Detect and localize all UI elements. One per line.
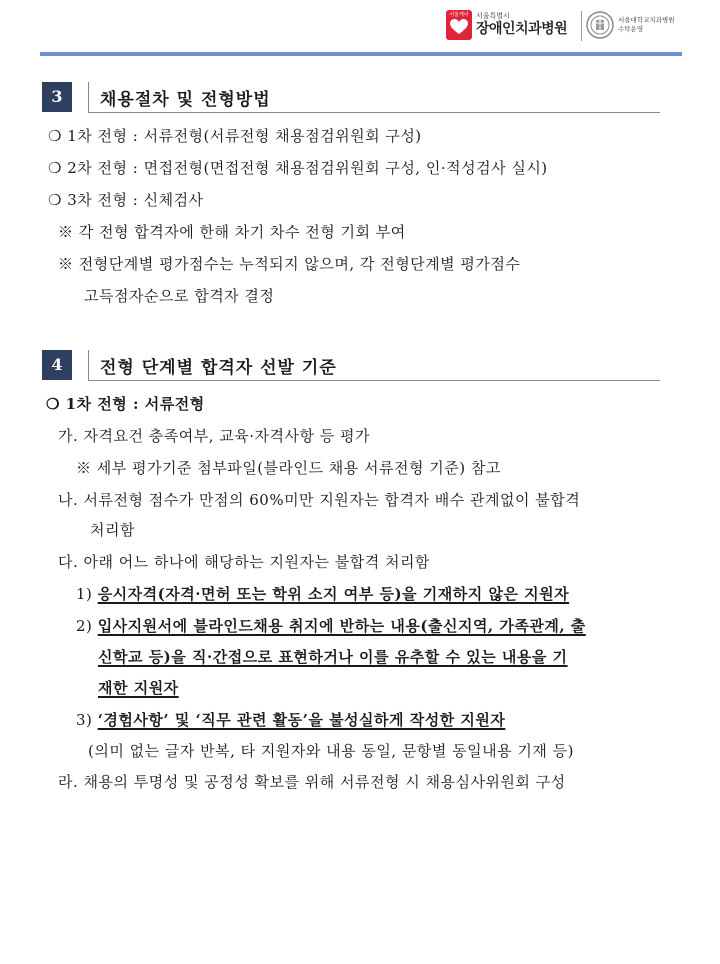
logo-divider: [581, 11, 582, 41]
note-item: ※ 전형단계별 평가점수는 누적되지 않으며, 각 전형단계별 평가점수: [58, 255, 521, 273]
section-number-badge: 3: [42, 82, 72, 112]
logo-hospital-name: 장애인치과병원: [476, 21, 568, 37]
item-text: 입사지원서에 블라인드채용 취지에 반하는 내용(출신지역, 가족관계, 출: [97, 617, 586, 635]
stage-2-item: ❍ 2차 전형 : 면접전형(면접전형 채용점검위원회 구성, 인·적성검사 실시): [48, 159, 548, 177]
item-text: ‘경험사항’ 및 ‘직무 관련 활동’을 불성실하게 작성한 지원자: [97, 711, 506, 729]
section-title: 전형 단계별 합격자 선발 기준: [100, 358, 337, 378]
list-item-na: 나. 서류전형 점수가 만점의 60%미만 지원자는 합격자 배수 관계없이 불합격: [58, 491, 581, 509]
heading-divider: [88, 82, 89, 112]
list-item-ga: 가. 자격요건 충족여부, 교육·자격사항 등 평가: [58, 427, 370, 445]
item-text-continued: 재한 지원자: [98, 679, 179, 697]
heading-divider: [88, 350, 89, 380]
section-title: 채용절차 및 전형방법: [100, 90, 271, 110]
item-text: 응시자격(자격·면허 또는 학위 소지 여부 등)을 기재하지 않은 지원자: [97, 585, 570, 603]
page-header: [0, 0, 720, 60]
logo2-subtitle: 수탁운영: [618, 25, 644, 33]
numbered-item-3: [76, 709, 505, 730]
seoul-care-label: 서울케어: [449, 12, 469, 18]
hospital-logo: [446, 10, 567, 40]
note-item: ※ 세부 평가기준 첨부파일(블라인드 채용 서류전형 기준) 참고: [76, 459, 501, 477]
note-item-continued: 고득점자순으로 합격자 결정: [84, 287, 275, 305]
seoul-care-badge: [446, 10, 472, 40]
note-item: ※ 각 전형 합격자에 한해 차기 차수 전형 기회 부여: [58, 223, 406, 241]
item-text-continued: 신학교 등)을 직·간접으로 표현하거나 이를 유추할 수 있는 내용을 기: [98, 648, 568, 666]
list-item-da: 다. 아래 어느 하나에 해당하는 지원자는 불합격 처리함: [58, 553, 430, 571]
snu-dental-logo: [586, 11, 675, 39]
header-accent-bar: [40, 52, 682, 56]
item-number: 3): [76, 711, 93, 729]
logo-city-label: 서울특별시: [476, 12, 510, 20]
item-number: 2): [76, 617, 93, 635]
section-4-heading: [42, 350, 660, 380]
section-number-badge: 4: [42, 350, 72, 380]
heading-underline: [88, 380, 660, 381]
heart-icon: [450, 19, 468, 35]
list-item-ra: 라. 채용의 투명성 및 공정성 확보를 위해 서류전형 시 채용심사위원회 구성: [58, 773, 566, 791]
stage-3-item: ❍ 3차 전형 : 신체검사: [48, 191, 204, 209]
section-3-heading: [42, 82, 660, 112]
subsection-heading: ❍ 1차 전형 : 서류전형: [46, 395, 205, 413]
item-number: 1): [76, 585, 93, 603]
stage-1-item: ❍ 1차 전형 : 서류전형(서류전형 채용점검위원회 구성): [48, 127, 422, 145]
heading-underline: [88, 112, 660, 113]
list-item-na-continued: 처리함: [90, 521, 135, 539]
item-note: (의미 없는 글자 반복, 타 지원자와 내용 동일, 문항별 동일내용 기재 등): [88, 742, 574, 760]
numbered-item-1: [76, 583, 569, 604]
logo2-name: 서울대학교치과병원: [618, 16, 675, 24]
numbered-item-2: [76, 615, 586, 636]
university-seal-icon: [586, 11, 614, 39]
